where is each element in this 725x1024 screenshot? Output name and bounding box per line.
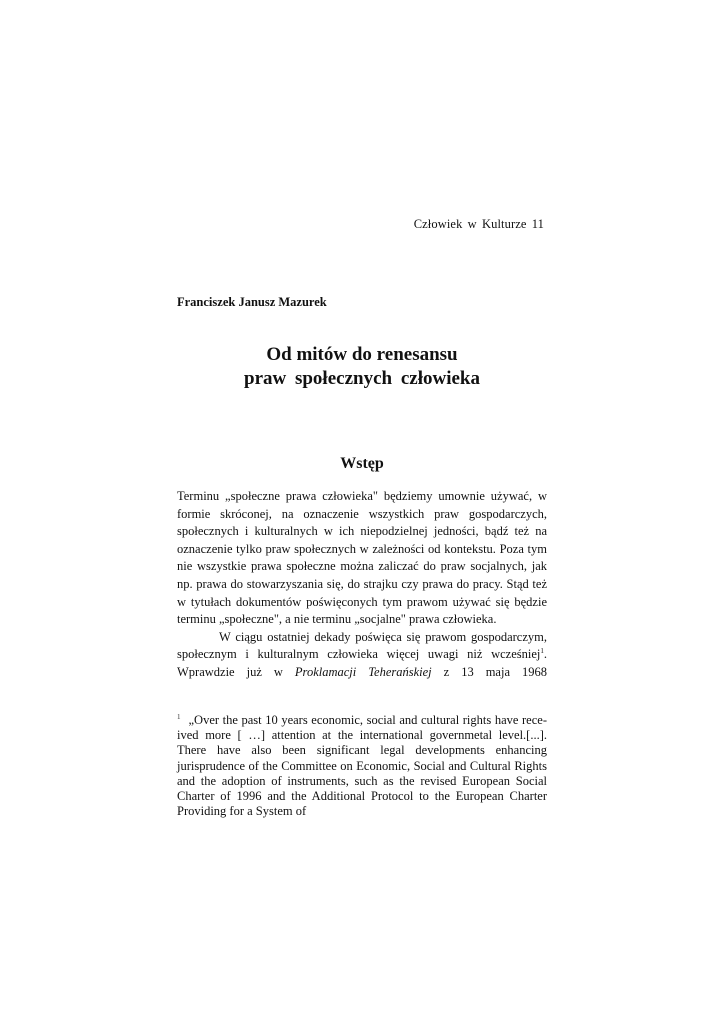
footnote-text: „Over the past 10 years economic, social and cultural rights have received more [ …] attention at the international governmetal level.[...]. There have also been significant legal developments enhancing jurisprudence of the Committee on Economic, Social and Cultural Rights and the adoption of instruments, such as the revised European Social Charter of 1996 and the Additional Protocol to the European Charter Providing for a System of bbox=[177, 713, 547, 819]
paragraph-2 bbox=[177, 629, 547, 682]
footnote bbox=[177, 713, 547, 819]
article-title bbox=[177, 343, 547, 391]
body-text bbox=[177, 488, 547, 682]
paragraph-2-text-c: z 13 maja 1968 bbox=[431, 664, 547, 679]
footnote-marker: 1 bbox=[177, 713, 181, 721]
section-heading: Wstęp bbox=[340, 455, 384, 472]
paragraph-2-text-a: W ciągu ostatniej dekady poświęca się prawom gospodarczym, społecznym i kulturalnym człowieka więcej uwagi niż wcześniej bbox=[177, 629, 547, 662]
footnote-reference[interactable]: 1 bbox=[540, 647, 544, 656]
running-head: Człowiek w Kulturze 11 bbox=[413, 217, 544, 231]
paragraph-2-italic-title: Proklamacji Teherańskiej bbox=[294, 664, 432, 679]
title-line-1: Od mitów do renesansu bbox=[266, 344, 458, 365]
author-name: Franciszek Janusz Mazurek bbox=[177, 295, 327, 309]
paragraph-1: Terminu „społeczne prawa człowieka" będziemy umownie używać, w formie skróconej, na oznaczenie wszystkich praw gospodarczych, społecznych i kulturalnych w ich niepodzielnej jedności, bądź też na oznaczenie tylko praw społecznych w zależności od kontekstu. Poza tym nie wszystkie prawa społeczne można zaliczać do praw socjalnych, jak np. prawa do stowarzyszania się, do strajku czy prawa do pracy. Stąd też w tytułach dokumentów poświęconych tym prawom używać się będzie terminu „społeczne", a nie terminu „socjalne" prawa człowieka. bbox=[177, 489, 547, 627]
paragraph-2-text-b: . Wprawdzie już w bbox=[177, 647, 547, 679]
title-line-2: praw społecznych człowieka bbox=[244, 368, 480, 389]
